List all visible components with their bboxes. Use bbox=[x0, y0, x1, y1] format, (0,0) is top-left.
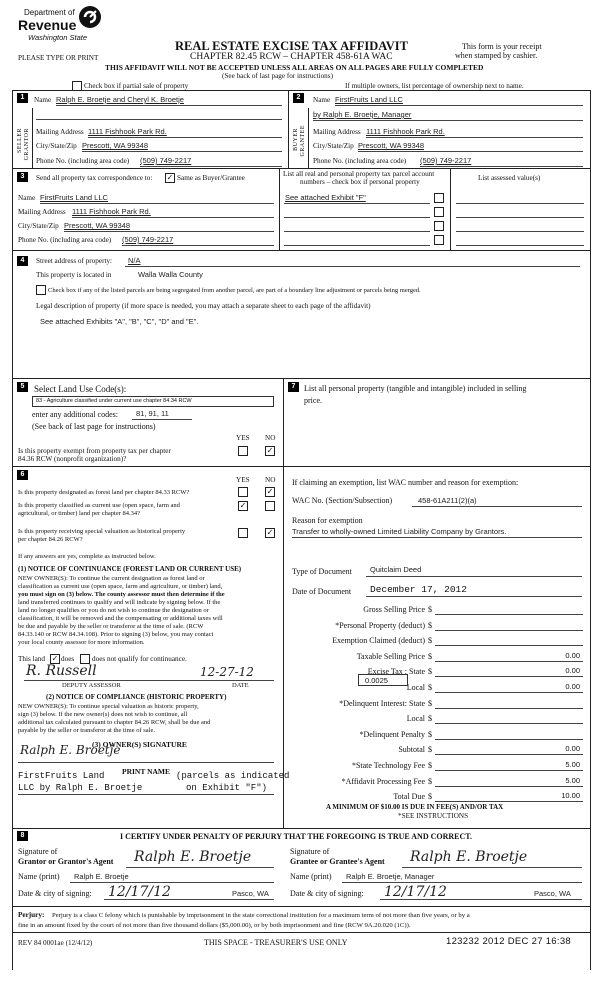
print-name-line-1[interactable]: FirstFruits Land bbox=[18, 771, 105, 781]
reason-field[interactable]: Transfer to wholly-owned Limited Liability Company by Grantors. bbox=[292, 527, 507, 536]
fee-row bbox=[290, 635, 585, 647]
historic-text-1: NEW OWNER(S): To continue special valuation as historic property, bbox=[18, 703, 199, 710]
does-qualify-checkbox[interactable]: ✓ bbox=[51, 654, 59, 663]
buyer-name2-field[interactable]: by Ralph E. Broetje, Manager bbox=[313, 110, 412, 119]
grantee-side-label: GRANTEE bbox=[300, 125, 306, 157]
buyer-phone-label: Phone No. (including area code) bbox=[313, 157, 407, 165]
grantor-name-field[interactable]: Ralph E. Broetje bbox=[74, 872, 129, 881]
agency-line2: Revenue bbox=[18, 17, 77, 33]
section-8-badge: 8 bbox=[17, 831, 28, 841]
fee-label: Subtotal bbox=[398, 745, 425, 754]
fee-row bbox=[290, 620, 585, 632]
fee-row bbox=[290, 760, 585, 772]
fee-currency: $ bbox=[428, 683, 432, 692]
grantor-sig-label-1: Signature of bbox=[18, 847, 58, 856]
print-name-line-2[interactable]: LLC by Ralph E. Broetje bbox=[18, 783, 143, 793]
land-use-see-back: (See back of last page for instructions) bbox=[32, 422, 156, 431]
section-4-badge: 4 bbox=[17, 256, 28, 266]
this-land-label: This land bbox=[18, 655, 45, 663]
land-use-code-box[interactable] bbox=[32, 396, 274, 407]
corr-phone-label: Phone No. (including area code) bbox=[18, 236, 112, 244]
additional-codes-field[interactable]: 81, 91, 11 bbox=[136, 409, 169, 418]
fee-label: *Personal Property (deduct) bbox=[335, 621, 425, 630]
department-logo bbox=[14, 3, 109, 47]
grantee-date-label: Date & city of signing: bbox=[290, 889, 364, 898]
historic-no-checkbox[interactable]: ✓ bbox=[266, 528, 274, 537]
doc-date-field[interactable]: December 17, 2012 bbox=[370, 584, 467, 595]
seller-phone-field[interactable]: (509) 749-2217 bbox=[140, 156, 192, 165]
continuance-text-4: land transferred continues to qualify and will indicate by signing below. If the bbox=[18, 599, 221, 606]
current-use-question-1: Is this property classified as current use (open space, farm and bbox=[18, 502, 180, 509]
legal-label: Legal description of property (if more space is needed, you may attach a separate sheet to each page of the affidavit) bbox=[36, 302, 371, 310]
receipt-note-2: when stamped by cashier. bbox=[455, 51, 538, 60]
fee-currency: $ bbox=[428, 652, 432, 661]
form-title: REAL ESTATE EXCISE TAX AFFIDAVIT bbox=[175, 39, 408, 53]
historic-question-2: per chapter 84.26 RCW? bbox=[18, 536, 83, 543]
certify-statement: I CERTIFY UNDER PENALTY OF PERJURY THAT THE FOREGOING IS TRUE AND CORRECT. bbox=[120, 832, 473, 841]
parcel-pp-checkbox-1[interactable] bbox=[434, 193, 444, 203]
seller-city-field[interactable]: Prescott, WA 99348 bbox=[82, 141, 149, 150]
grantor-date[interactable]: 12/17/12 bbox=[108, 884, 171, 900]
print-name-line-1b[interactable]: (parcels as indicated bbox=[176, 771, 290, 781]
corr-mailing-label: Mailing Address bbox=[18, 208, 66, 216]
fee-currency: $ bbox=[428, 714, 432, 723]
parcel-pp-checkbox-2[interactable] bbox=[434, 207, 444, 217]
see-back-note: (See back of last page for instructions) bbox=[222, 72, 333, 80]
s6-no-label: NO bbox=[265, 476, 276, 484]
local-rate-box[interactable] bbox=[358, 674, 408, 686]
fee-currency: $ bbox=[428, 636, 432, 645]
grantor-city[interactable]: Pasco, WA bbox=[232, 889, 269, 898]
owner-signature: Ralph E. Broetje bbox=[20, 743, 121, 757]
perjury-text-2: fine in an amount fixed by the court of not more than five thousand dollars ($5,000.00), or by both imprisonment and fine (RCW 9A.20.020 (1C)). bbox=[18, 922, 411, 929]
fee-value[interactable]: 5.00 bbox=[565, 760, 580, 769]
segregated-checkbox[interactable] bbox=[36, 285, 46, 295]
s6-yes-label: YES bbox=[236, 476, 250, 484]
revenue-emblem-icon bbox=[78, 5, 102, 29]
buyer-side-label: BUYER bbox=[293, 128, 299, 151]
parcel-entry-field[interactable]: See attached Exhibit "F" bbox=[285, 193, 366, 202]
fee-row bbox=[290, 666, 585, 678]
wac-field[interactable]: 458-61A211(2)(a) bbox=[418, 496, 477, 505]
same-as-buyer-label: Same as Buyer/Grantee bbox=[177, 174, 245, 182]
historic-question-1: Is this property receiving special valuation as historical property bbox=[18, 528, 186, 535]
corr-city-label: City/State/Zip bbox=[18, 222, 59, 230]
fee-row bbox=[290, 729, 585, 741]
parcel-pp-checkbox-4[interactable] bbox=[434, 235, 444, 245]
perjury-title: Perjury: bbox=[18, 911, 45, 919]
continuance-text-9: your local county assessor for more information. bbox=[18, 639, 145, 646]
fee-row bbox=[290, 682, 585, 694]
section-3-badge: 3 bbox=[17, 172, 28, 182]
fee-label: Local bbox=[406, 683, 425, 692]
seller-name-label: Name bbox=[34, 96, 52, 104]
personal-property-text-2: price. bbox=[304, 396, 322, 405]
parcel-header-1: List all real and personal property tax parcel account bbox=[283, 170, 435, 178]
forest-no-checkbox[interactable]: ✓ bbox=[266, 487, 274, 496]
does-label: does bbox=[61, 655, 75, 663]
additional-codes-label: enter any additional codes: bbox=[32, 410, 118, 419]
print-note: PLEASE TYPE OR PRINT bbox=[18, 54, 99, 62]
fee-currency: $ bbox=[428, 667, 432, 676]
seller-side-label: SELLER bbox=[17, 128, 23, 153]
personal-property-text-1: List all personal property (tangible and intangible) included in selling bbox=[304, 384, 527, 393]
forest-yes-checkbox[interactable] bbox=[238, 487, 248, 497]
corr-phone-field[interactable]: (509) 749-2217 bbox=[122, 235, 174, 244]
grantor-date-label: Date & city of signing: bbox=[18, 889, 92, 898]
fee-row bbox=[290, 698, 585, 710]
buyer-city-label: City/State/Zip bbox=[313, 142, 354, 150]
current-use-yes-checkbox[interactable]: ✓ bbox=[239, 501, 247, 510]
continuance-text-6: classification, it will be removed and the compensating or additional taxes will bbox=[18, 615, 223, 622]
corr-city-field[interactable]: Prescott, WA 99348 bbox=[64, 221, 131, 230]
corr-name-label: Name bbox=[18, 194, 36, 202]
buyer-name-field[interactable]: FirstFruits Land LLC bbox=[335, 95, 403, 104]
fee-label: Local bbox=[406, 714, 425, 723]
street-field[interactable]: N/A bbox=[128, 256, 141, 265]
reason-label: Reason for exemption bbox=[292, 516, 363, 525]
owner-signature-label: (3) OWNER(S) SIGNATURE bbox=[92, 740, 187, 749]
fee-label: *State Technology Fee bbox=[351, 761, 425, 770]
continuance-text-2: classification as current use (open space, farm and agriculture, or timber) land, bbox=[18, 583, 223, 590]
treasurer-use-label: THIS SPACE - TREASURER'S USE ONLY bbox=[204, 938, 348, 947]
form-subtitle: CHAPTER 82.45 RCW – CHAPTER 458-61A WAC bbox=[190, 52, 393, 62]
buyer-mailing-label: Mailing Address bbox=[313, 128, 361, 136]
same-as-buyer-checkbox[interactable]: ✓ bbox=[166, 173, 174, 182]
continuance-text-3: you must sign on (3) below. The county assessor must then determine if the bbox=[18, 591, 225, 598]
county-label: This property is located in bbox=[36, 271, 112, 279]
fee-label: Taxable Selling Price bbox=[356, 652, 425, 661]
segregated-label: Check box if any of the listed parcels are being segregated from another parcel, are part of a boundary line adjustment or parcels being merged. bbox=[48, 287, 421, 294]
parcel-header-2: numbers – check box if personal property bbox=[300, 178, 420, 186]
historic-title: (2) NOTICE OF COMPLIANCE (HISTORIC PROPERTY) bbox=[46, 693, 227, 701]
s5-yes-label: YES bbox=[236, 434, 250, 442]
land-use-label: Select Land Use Code(s): bbox=[34, 384, 127, 394]
fee-label: *Delinquent Interest: State bbox=[339, 699, 425, 708]
grantee-sig-label-1: Signature of bbox=[290, 847, 330, 856]
answers-note: If any answers are yes, complete as instructed below. bbox=[18, 553, 156, 560]
county-field[interactable]: Walla Walla County bbox=[138, 270, 203, 279]
fee-row bbox=[290, 651, 585, 663]
revision-number: REV 84 0001ae (12/4/12) bbox=[18, 939, 93, 947]
exempt-question-1: Is this property exempt from property tax per chapter bbox=[18, 447, 171, 455]
grantor-name-label: Name (print) bbox=[18, 872, 60, 881]
forest-question: Is this property designated as forest land per chapter 84.33 RCW? bbox=[18, 489, 190, 496]
minimum-fee-note: A MINIMUM OF $10.00 IS DUE IN FEE(S) AND/OR TAX bbox=[326, 803, 504, 811]
fee-label: Excise Tax : State bbox=[367, 667, 425, 676]
section-2-badge: 2 bbox=[293, 93, 304, 103]
grantee-date[interactable]: 12/17/12 bbox=[384, 884, 447, 900]
grantee-city[interactable]: Pasco, WA bbox=[534, 889, 571, 898]
exemption-claim-label: If claiming an exemption, list WAC number and reason for exemption: bbox=[292, 478, 519, 487]
buyer-name-label: Name bbox=[313, 96, 331, 104]
corr-name-field[interactable]: FirstFruits Land LLC bbox=[40, 193, 108, 202]
exempt-question-2: 84.36 RCW (nonprofit organization)? bbox=[18, 455, 127, 463]
seller-city-label: City/State/Zip bbox=[36, 142, 77, 150]
fee-currency: $ bbox=[428, 777, 432, 786]
fee-value[interactable]: 0.00 bbox=[565, 744, 580, 753]
warning-text: THIS AFFIDAVIT WILL NOT BE ACCEPTED UNLESS ALL AREAS ON ALL PAGES ARE FULLY COMPLETED bbox=[105, 63, 484, 72]
assessor-date: 12-27-12 bbox=[200, 665, 254, 679]
historic-text-2: sign (3) below. If the new owner(s) does not wish to continue, all bbox=[18, 711, 188, 718]
fee-value[interactable]: 10.00 bbox=[561, 791, 580, 800]
fee-value[interactable]: 0.00 bbox=[565, 682, 580, 691]
grantee-name-field[interactable]: Ralph E. Broetje, Manager bbox=[346, 872, 435, 881]
fee-label: *Affidavit Processing Fee bbox=[341, 777, 425, 786]
grantee-signature: Ralph E. Broetje bbox=[410, 849, 528, 865]
exempt-no-checkbox[interactable]: ✓ bbox=[266, 446, 274, 455]
street-label: Street address of property: bbox=[36, 257, 113, 265]
treasurer-stamp: 123232 2012 DEC 27 16:38 bbox=[446, 936, 571, 947]
continuance-text-5: land no longer qualifies or you do not wish to continue the designation or bbox=[18, 607, 209, 614]
fee-row bbox=[290, 744, 585, 756]
parcel-pp-checkbox-3[interactable] bbox=[434, 221, 444, 231]
land-use-code-text: 83 - Agriculture classified under current use chapter 84.34 RCW bbox=[36, 398, 192, 404]
doc-type-field[interactable]: Quitclaim Deed bbox=[370, 565, 422, 574]
print-name-line-2b[interactable]: on Exhibit "F") bbox=[186, 783, 268, 793]
doc-date-label: Date of Document bbox=[292, 587, 352, 596]
assessed-header: List assessed value(s) bbox=[478, 174, 541, 182]
seller-phone-label: Phone No. (including area code) bbox=[36, 157, 130, 165]
fee-value[interactable]: 0.00 bbox=[565, 651, 580, 660]
fee-currency: $ bbox=[428, 621, 432, 630]
legal-field[interactable]: See attached Exhibits "A", "B", "C", "D" and "E". bbox=[40, 317, 199, 326]
fee-row bbox=[290, 791, 585, 803]
partial-sale-label: Check box if partial sale of property bbox=[84, 82, 189, 90]
historic-text-4: payable by the seller or transferor at the time of sale. bbox=[18, 727, 155, 734]
fee-value[interactable]: 5.00 bbox=[565, 776, 580, 785]
exempt-yes-checkbox[interactable] bbox=[238, 446, 248, 456]
fee-value[interactable]: 0.00 bbox=[565, 666, 580, 675]
seller-mailing-field[interactable]: 1111 Fishhook Park Rd. bbox=[88, 127, 167, 136]
grantor-side-label: GRANTOR bbox=[24, 128, 30, 161]
current-use-question-2: agricultural, or timber) land per chapter 84.34? bbox=[18, 510, 141, 517]
section-5-badge: 5 bbox=[17, 382, 28, 392]
fee-label: Gross Selling Price bbox=[363, 605, 425, 614]
wac-label: WAC No. (Section/Subsection) bbox=[292, 496, 393, 505]
historic-text-3: additional tax calculated pursuant to chapter 84.26 RCW, shall be due and bbox=[18, 719, 211, 726]
historic-yes-checkbox[interactable] bbox=[238, 528, 248, 538]
fee-row bbox=[290, 713, 585, 725]
fee-currency: $ bbox=[428, 792, 432, 801]
perjury-text-1: Perjury is a class C felony which is punishable by imprisonment in the state correctional institution for a maximum term of not more than five years, or by a bbox=[52, 912, 470, 919]
continuance-title: (1) NOTICE OF CONTINUANCE (FOREST LAND OR CURRENT USE) bbox=[18, 565, 242, 573]
grantor-sig-label-2: Grantor or Grantor's Agent bbox=[18, 857, 114, 866]
fee-row bbox=[290, 604, 585, 616]
doc-type-label: Type of Document bbox=[292, 567, 352, 576]
see-instructions-note: *SEE INSTRUCTIONS bbox=[398, 812, 469, 820]
receipt-note-1: This form is your receipt bbox=[462, 42, 542, 51]
fee-currency: $ bbox=[428, 699, 432, 708]
seller-name-field[interactable]: Ralph E. Broetje and Cheryl K. Broetje bbox=[56, 95, 184, 104]
fee-currency: $ bbox=[428, 745, 432, 754]
fee-label: Exemption Claimed (deduct) bbox=[332, 636, 425, 645]
agency-line1: Department of bbox=[24, 8, 75, 17]
does-not-label: does not qualify for continuance. bbox=[92, 655, 187, 663]
deputy-assessor-label: DEPUTY ASSESSOR bbox=[62, 682, 121, 689]
fee-label: Total Due bbox=[393, 792, 425, 801]
s5-no-label: NO bbox=[265, 434, 276, 442]
fee-currency: $ bbox=[428, 730, 432, 739]
fee-currency: $ bbox=[428, 605, 432, 614]
fee-row bbox=[290, 776, 585, 788]
assessor-date-label: DATE bbox=[232, 682, 249, 689]
continuance-text-1: NEW OWNER(S): To continue the current designation as forest land or bbox=[18, 575, 205, 582]
seller-mailing-label: Mailing Address bbox=[36, 128, 84, 136]
assessor-signature: R. Russell bbox=[26, 663, 97, 679]
fee-label: *Delinquent Penalty bbox=[359, 730, 425, 739]
fee-currency: $ bbox=[428, 761, 432, 770]
section-7-badge: 7 bbox=[288, 382, 299, 392]
buyer-phone-field[interactable]: (509) 749-2217 bbox=[420, 156, 472, 165]
print-name-label: PRINT NAME bbox=[122, 767, 170, 776]
continuance-text-8: 84.33.140 or RCW 84.34.108). Prior to signing (3) below, you may contact bbox=[18, 631, 214, 638]
grantor-signature: Ralph E. Broetje bbox=[134, 849, 252, 865]
agency-line3: Washington State bbox=[28, 33, 88, 42]
grantee-sig-label-2: Grantee or Grantee's Agent bbox=[290, 857, 385, 866]
current-use-no-checkbox[interactable] bbox=[265, 501, 275, 511]
buyer-mailing-field[interactable]: 1111 Fishhook Park Rd. bbox=[366, 127, 445, 136]
grantee-name-label: Name (print) bbox=[290, 872, 332, 881]
multiple-owners-note: If multiple owners, list percentage of ownership next to name. bbox=[345, 82, 524, 90]
continuance-text-7: be due and payable by the seller or transferor at the time of sale. (RCW bbox=[18, 623, 204, 630]
section-6-badge: 6 bbox=[17, 470, 28, 480]
section-1-badge: 1 bbox=[17, 93, 28, 103]
local-rate-text: 0.0025 bbox=[365, 676, 388, 685]
correspondence-label: Send all property tax correspondence to: bbox=[36, 174, 153, 182]
buyer-city-field[interactable]: Prescott, WA 99348 bbox=[358, 141, 425, 150]
corr-mailing-field[interactable]: 1111 Fishhook Park Rd. bbox=[72, 207, 151, 216]
